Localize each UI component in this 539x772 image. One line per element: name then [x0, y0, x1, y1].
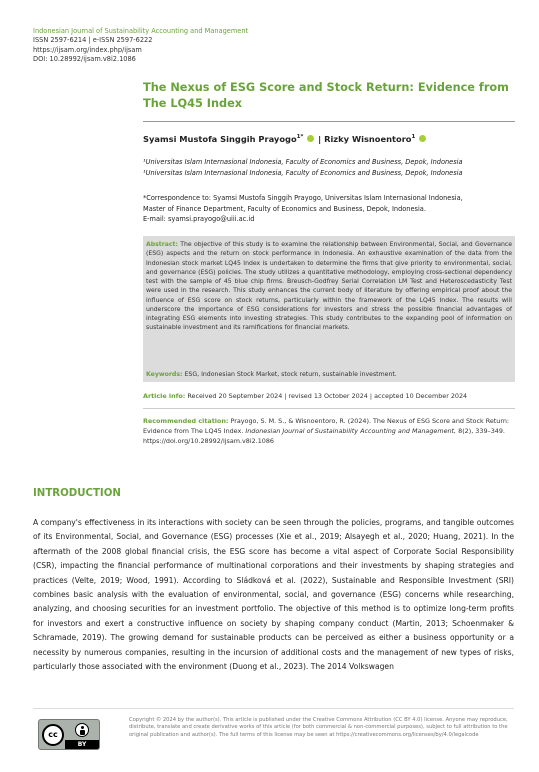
citation-journal: Indonesian Journal of Sustainability Accounting and Management,	[245, 427, 457, 435]
abstract-box	[143, 236, 515, 382]
journal-doi[interactable]: DOI: 10.28992/ijsam.v8i2.1086	[33, 55, 136, 63]
abstract	[146, 240, 512, 333]
author-affiliation-marker: 1	[411, 134, 416, 140]
affiliation-line: ¹Universitas Islam Internasional Indonesia, Faculty of Economics and Business, Depok, Indonesia	[143, 158, 463, 166]
keywords	[146, 371, 397, 378]
author-affiliation-marker: 1*	[296, 134, 304, 140]
keywords-label: Keywords:	[146, 371, 183, 378]
orcid-icon[interactable]	[419, 135, 426, 142]
attribution-icon	[75, 723, 89, 737]
correspondence-line: *Correspondence to: Syamsi Mustofa Singgih Prayogo, Universitas Islam Internasional Indonesia,	[143, 194, 463, 202]
section-heading-introduction: INTRODUCTION	[33, 488, 121, 499]
footer-divider	[33, 708, 514, 709]
article-title: The Nexus of ESG Score and Stock Return: Evidence from The LQ45 Index	[143, 81, 509, 110]
article-info-text: Received 20 September 2024 | revised 13 October 2024 | accepted 10 December 2024	[185, 392, 468, 400]
keywords-text: ESG, Indonesian Stock Market, stock return, sustainable investment.	[182, 371, 397, 378]
by-label: BY	[65, 740, 99, 750]
correspondence	[143, 193, 515, 225]
title-divider	[143, 121, 515, 122]
article-info-label: Article info:	[143, 392, 186, 400]
correspondence-line: Master of Finance Department, Faculty of Economics and Business, Depok, Indonesia.	[143, 204, 426, 213]
orcid-icon[interactable]	[307, 135, 314, 142]
cc-icon: cc	[42, 724, 64, 746]
affiliation-line: ¹Universitas Islam Internasional Indonesia, Faculty of Economics and Business, Depok, Indonesia	[143, 169, 463, 177]
cc-by-license-logo[interactable]	[38, 719, 100, 750]
author-separator: |	[315, 133, 325, 144]
introduction-paragraph: A company's effectiveness in its interactions with society can be seen through the policies, programs, and tangible outcomes of its Environmental, Social, and Governance (ESG) processes (Xie et al., 2019; Alsayegh et al., 2020; Huang, 2021). In the aftermath of the 2008 global financial crisis, the ESG score has become a vital aspect of Corporate Social Responsibility (CSR), impacting the financial performance of multinational corporations and their investments by shaping strategies and practices (Velte, 2019; Wood, 1991). According to Sládková et al. (2022), Sustainable and Responsible Investment (SRI) combines basic analysis with the evaluation of environmental, social, and governance (ESG) concerns while researching, analyzing, and choosing securities for an investment portfolio. The objective of this method is to optimize long-term profits for investors and exert a constructive influence on society by shaping company conduct (Martin, 2013; Schoenmaker & Schramade, 2019). The growing demand for sustainable products can be perceived as either a business opportunity or a necessity by numerous companies, resulting in the incursion of additional costs and the management of new types of risks, particularly those associated with the environment (Duong et al., 2023). The 2014 Volkswagen	[33, 518, 514, 672]
info-divider	[143, 408, 515, 409]
correspondence-email[interactable]: E-mail: syamsi.prayogo@uiii.ac.id	[143, 215, 255, 223]
author-name: Syamsi Mustofa Singgih Prayogo	[143, 133, 297, 144]
abstract-label: Abstract:	[146, 241, 178, 248]
author-name: Rizky Wisnoentoro	[324, 133, 412, 144]
citation-end[interactable]: 8(2), 339–349. https://doi.org/10.28992/ijsam.v8i2.1086	[143, 427, 505, 445]
journal-issn: ISSN 2597-6214 | e-ISSN 2597-6222	[33, 36, 153, 44]
recommended-citation	[143, 416, 515, 446]
citation-label: Recommended citation:	[143, 417, 229, 425]
author-line	[143, 131, 515, 145]
journal-url[interactable]: https://ijsam.org/index.php/ijsam	[33, 45, 142, 54]
abstract-text: The objective of this study is to examine the relationship between Environmental, Social, and Governance (ESG) aspects and the return on stock performance in Indonesia. An exhaustive examination of the data from the Indonesian stock market LQ45 Index is undertaken to determine the firms that give priority to environmental, social, and governance (ESG) policies. The study utilizes a quantitative methodology, employing cross-sectional dependency test with the sample of 45 blue chip firms. Breusch-Godfrey Serial Correlation LM Test and Heteroscedasticity Test were used in the research. This study enhances the current body of literature by offering empirical proof about the influence of ESG score on stock returns, particularly within the framework of the LQ45 Index. The results will underscore the importance of ESG considerations for investors and stress the possible financial advantages of integrating ESG elements into investing strategies. This study contributes to the expanding pool of information on sustainable investment and its ramifications for financial markets.	[146, 241, 512, 332]
article-info	[143, 392, 515, 400]
journal-name: Indonesian Journal of Sustainability Accounting and Management	[33, 27, 249, 35]
journal-header	[33, 26, 513, 65]
citation-text: Prayogo, S. M. S., & Wisnoentoro, R. (2024). The Nexus of ESG Score and Stock Return: Evidence from The LQ45 Index.	[143, 417, 510, 435]
license-text: Copyright © 2024 by the author(s). This article is published under the Creative Commons Attribution (CC BY 4.0) license. Anyone may reproduce, distribute, translate and create derivative works of this article (for both commercial & non-commercial purposes), subject to full attribution to the original publication and author(s). The full terms of this license may be seen at https://creativecommons.org/licenses/by/4.0/legalcode	[129, 717, 508, 738]
affiliations	[143, 157, 515, 179]
